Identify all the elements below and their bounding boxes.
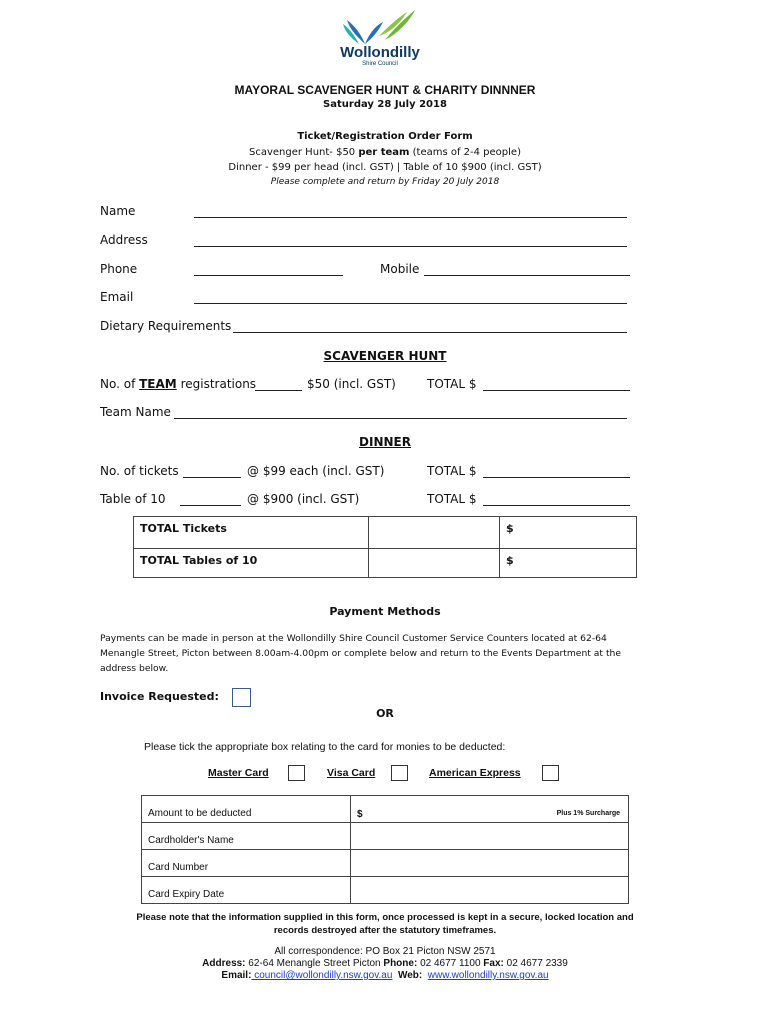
email-field[interactable] xyxy=(194,292,627,304)
amex-label: American Express xyxy=(429,767,521,779)
team-price: $50 (incl. GST) xyxy=(307,377,396,391)
payment-para-1: Payments can be made in person at the Wollondilly Shire Council Customer Service Counters located at 62-64 xyxy=(100,633,607,644)
payment-para-3: address below. xyxy=(100,663,169,674)
email-link[interactable]: council@wollondilly.nsw.gov.au xyxy=(251,970,393,981)
dinner-heading: DINNER xyxy=(359,435,411,449)
payment-heading: Payment Methods xyxy=(329,605,441,618)
scavenger-total-label: TOTAL $ xyxy=(427,377,477,391)
invoice-label: Invoice Requested: xyxy=(100,690,219,703)
website-link[interactable]: www.wollondilly.nsw.gov.au xyxy=(427,970,549,981)
master-card-label: Master Card xyxy=(208,767,269,779)
correspondence-line: All correspondence: PO Box 21 Picton NSW 2571 xyxy=(274,946,496,957)
table-row xyxy=(142,877,629,904)
address-line: Address: 62-64 Menangle Street Picton Phone: 02 4677 1100 Fax: 02 4677 2339 xyxy=(202,958,568,969)
table-row xyxy=(142,796,629,823)
team-registrations-field[interactable] xyxy=(255,379,302,391)
address-label: Address xyxy=(100,233,148,247)
team-name-label: Team Name xyxy=(100,405,171,419)
logo-wordmark: Wollondilly xyxy=(340,44,420,61)
event-date: Saturday 28 July 2018 xyxy=(323,99,447,110)
table-total-label: TOTAL $ xyxy=(427,492,477,506)
privacy-notice-2: records destroyed after the statutory timeframes. xyxy=(273,925,497,936)
surcharge-note: Plus 1% Surcharge xyxy=(556,810,620,817)
form-title: Ticket/Registration Order Form xyxy=(297,131,473,142)
email-label: Email xyxy=(100,290,134,304)
logo-subtitle: Shire Council xyxy=(362,61,398,67)
or-label: OR xyxy=(376,707,394,720)
payment-para-2: Menangle Street, Picton between 8.00am-4.00pm or complete below and return to the Events Department at the xyxy=(100,648,622,659)
visa-card-label: Visa Card xyxy=(327,767,376,779)
invoice-checkbox[interactable] xyxy=(232,688,251,707)
page-title: MAYORAL SCAVENGER HUNT & CHARITY DINNNER xyxy=(234,83,536,97)
dietary-label: Dietary Requirements xyxy=(100,319,232,333)
amex-checkbox[interactable] xyxy=(542,765,559,781)
dietary-field[interactable] xyxy=(233,321,627,333)
phone-field[interactable] xyxy=(194,264,343,276)
team-registrations-label: No. of TEAM registrations xyxy=(100,377,257,391)
totals-table xyxy=(133,516,637,578)
card-details-table xyxy=(141,795,629,904)
phone-label: Phone xyxy=(100,262,138,276)
tickets-total-field[interactable] xyxy=(483,466,630,478)
totals-blank-cell[interactable] xyxy=(369,549,500,578)
address-field[interactable] xyxy=(194,235,627,247)
hunt-price-line: Scavenger Hunt- $50 per team (teams of 2-4 people) xyxy=(249,147,521,158)
table-row xyxy=(134,549,637,578)
mobile-field[interactable] xyxy=(424,264,630,276)
dinner-price-line: Dinner - $99 per head (incl. GST) | Table of 10 $900 (incl. GST) xyxy=(228,162,542,173)
totals-label-cell: TOTAL Tickets xyxy=(134,517,369,549)
card-label-cell: Card Number xyxy=(142,850,351,877)
contact-line: Email: council@wollondilly.nsw.gov.au Web: www.wollondilly.nsw.gov.au xyxy=(221,970,549,981)
card-instruction: Please tick the appropriate box relating to the card for monies to be deducted: xyxy=(144,741,506,753)
tickets-price: @ $99 each (incl. GST) xyxy=(247,464,385,478)
logo xyxy=(335,6,425,68)
totals-label-cell: TOTAL Tables of 10 xyxy=(134,549,369,578)
visa-card-checkbox[interactable] xyxy=(391,765,408,781)
table-price: @ $900 (incl. GST) xyxy=(247,492,360,506)
table-row xyxy=(142,850,629,877)
mobile-label: Mobile xyxy=(380,262,420,276)
card-value-cell[interactable] xyxy=(351,796,629,823)
amount-dollar: $ xyxy=(357,809,363,820)
tickets-total-label: TOTAL $ xyxy=(427,464,477,478)
table-row xyxy=(142,823,629,850)
card-value-cell[interactable] xyxy=(351,850,629,877)
table-row xyxy=(134,517,637,549)
card-label-cell: Amount to be deducted xyxy=(142,796,351,823)
table-total-field[interactable] xyxy=(483,494,630,506)
table-field[interactable] xyxy=(180,494,241,506)
totals-amount-cell[interactable]: $ xyxy=(500,517,637,549)
deadline-note: Please complete and return by Friday 20 July 2018 xyxy=(270,177,500,187)
card-value-cell[interactable] xyxy=(351,877,629,904)
master-card-checkbox[interactable] xyxy=(288,765,305,781)
wollondilly-leaf-icon xyxy=(335,6,425,48)
team-name-field[interactable] xyxy=(174,407,627,419)
table-label: Table of 10 xyxy=(100,492,166,506)
privacy-notice-1: Please note that the information supplied in this form, once processed is kept in a secure, locked location and xyxy=(136,912,634,923)
scavenger-heading: SCAVENGER HUNT xyxy=(323,349,447,363)
name-label: Name xyxy=(100,204,136,218)
totals-amount-cell[interactable]: $ xyxy=(500,549,637,578)
card-value-cell[interactable] xyxy=(351,823,629,850)
tickets-field[interactable] xyxy=(183,466,241,478)
name-field[interactable] xyxy=(194,206,627,218)
card-label-cell: Card Expiry Date xyxy=(142,877,351,904)
scavenger-total-field[interactable] xyxy=(483,379,630,391)
card-label-cell: Cardholder's Name xyxy=(142,823,351,850)
totals-blank-cell[interactable] xyxy=(369,517,500,549)
tickets-label: No. of tickets xyxy=(100,464,179,478)
